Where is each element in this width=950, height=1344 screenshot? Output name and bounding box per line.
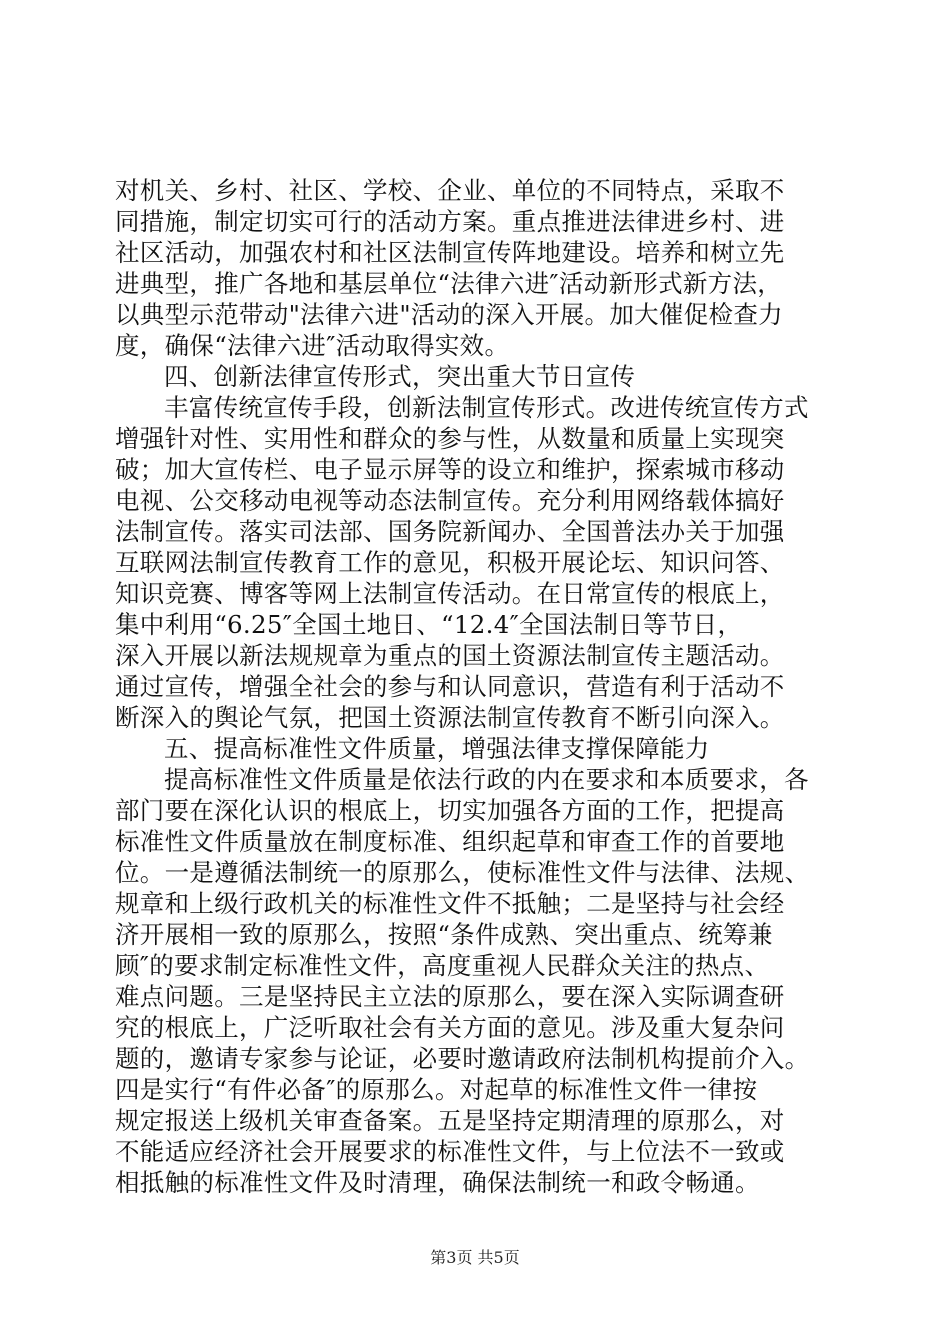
body-line: 规定报送上级机关审查备案。五是坚持定期清理的原那么，对 bbox=[115, 1106, 785, 1135]
body-line: 位。一是遵循法制统一的原那么，使标准性文件与法律、法规、 bbox=[115, 858, 810, 887]
body-line: 度，确保“法律六进″活动取得实效。 bbox=[115, 331, 510, 360]
body-line: 法制宣传。落实司法部、国务院新闻办、全国普法办关于加强 bbox=[115, 517, 785, 546]
body-line: 四是实行“有件必备″的原那么。对起草的标准性文件一律按 bbox=[115, 1075, 758, 1104]
body-line: 济开展相一致的原那么，按照“条件成熟、突出重点、统筹兼 bbox=[115, 920, 773, 949]
body-line: 破；加大宣传栏、电子显示屏等的设立和维护，探索城市移动 bbox=[115, 455, 785, 484]
body-line: 深入开展以新法规规章为重点的国土资源法制宣传主题活动。 bbox=[115, 641, 785, 670]
body-line: 增强针对性、实用性和群众的参与性，从数量和质量上实现突 bbox=[115, 424, 785, 453]
document-body bbox=[115, 175, 835, 1198]
body-line: 相抵触的标准性文件及时清理，确保法制统一和政令畅通。 bbox=[115, 1168, 760, 1197]
paragraph-first-line: 丰富传统宣传手段，创新法制宣传形式。改进传统宣传方式 bbox=[164, 393, 809, 422]
page-number-footer: 第3页 共5页 bbox=[430, 1248, 520, 1267]
body-line: 部门要在深化认识的根底上，切实加强各方面的工作，把提高 bbox=[115, 796, 785, 825]
body-line: 顾″的要求制定标准性文件，高度重视人民群众关注的热点、 bbox=[115, 951, 770, 980]
body-line: 规章和上级行政机关的标准性文件不抵触；二是坚持与社会经 bbox=[115, 889, 785, 918]
body-line: 题的，邀请专家参与论证，必要时邀请政府法制机构提前介入。 bbox=[115, 1044, 810, 1073]
body-line: 以典型示范带动"法律六进"活动的深入开展。加大催促检查力 bbox=[115, 300, 783, 329]
body-line: 对机关、乡村、社区、学校、企业、单位的不同特点，采取不 bbox=[115, 176, 785, 205]
paragraph-first-line: 提高标准性文件质量是依法行政的内在要求和本质要求，各 bbox=[164, 765, 809, 794]
body-line: 不能适应经济社会开展要求的标准性文件，与上位法不一致或 bbox=[115, 1137, 785, 1166]
body-line: 究的根底上，广泛听取社会有关方面的意见。涉及重大复杂问 bbox=[115, 1013, 785, 1042]
section-heading-4: 四、创新法律宣传形式，突出重大节日宣传 bbox=[164, 362, 636, 391]
body-line: 进典型，推广各地和基层单位“法律六进″活动新形式新方法， bbox=[115, 269, 783, 298]
section-heading-5: 五、提高标准性文件质量，增强法律支撑保障能力 bbox=[164, 734, 710, 763]
body-line: 难点问题。三是坚持民主立法的原那么，要在深入实际调查研 bbox=[115, 982, 785, 1011]
body-line: 集中利用“6.25″全国土地日、“12.4″全国法制日等节日， bbox=[115, 610, 743, 639]
body-line: 断深入的舆论气氛，把国土资源法制宣传教育不断引向深入。 bbox=[115, 703, 785, 732]
body-line: 通过宣传，增强全社会的参与和认同意识，营造有利于活动不 bbox=[115, 672, 785, 701]
body-line: 标准性文件质量放在制度标准、组织起草和审查工作的首要地 bbox=[115, 827, 785, 856]
body-line: 电视、公交移动电视等动态法制宣传。充分利用网络载体搞好 bbox=[115, 486, 785, 515]
body-line: 知识竞赛、博客等网上法制宣传活动。在日常宣传的根底上， bbox=[115, 579, 785, 608]
body-line: 社区活动，加强农村和社区法制宣传阵地建设。培养和树立先 bbox=[115, 238, 785, 267]
body-line: 互联网法制宣传教育工作的意见，积极开展论坛、知识问答、 bbox=[115, 548, 785, 577]
body-line: 同措施，制定切实可行的活动方案。重点推进法律进乡村、进 bbox=[115, 207, 785, 236]
